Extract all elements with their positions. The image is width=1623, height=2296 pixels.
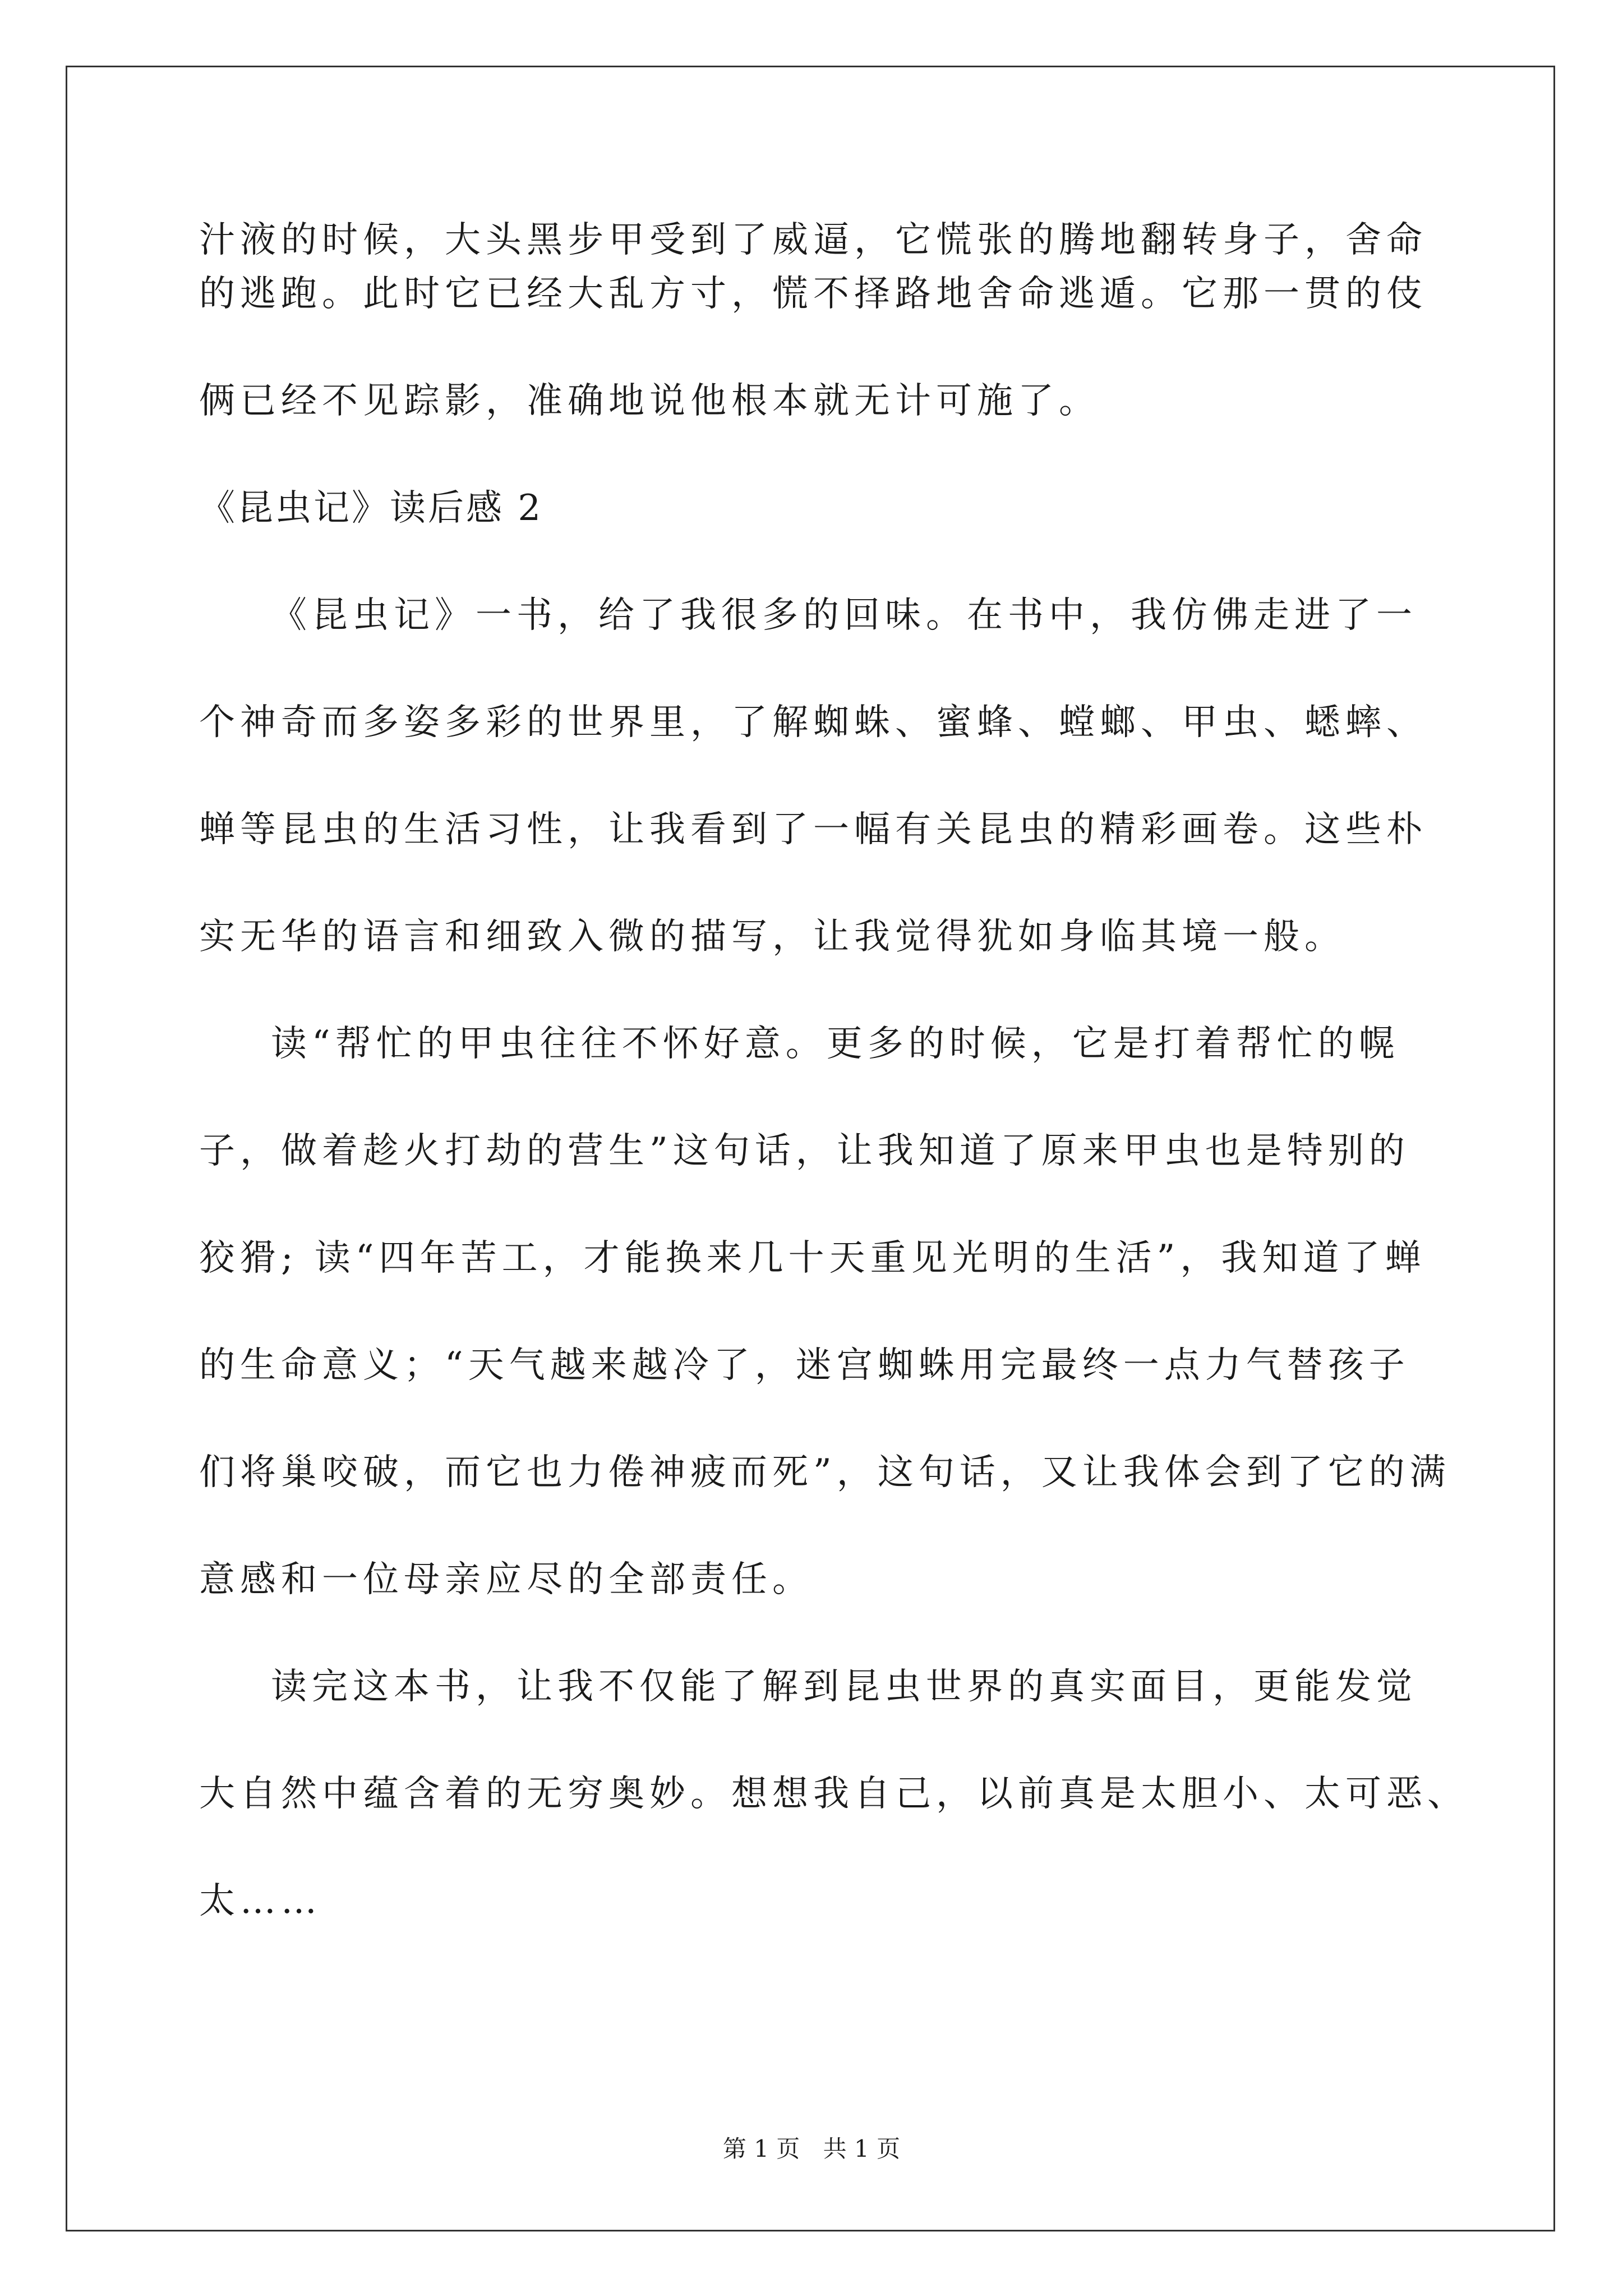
text-line: 子，做着趁火打劫的营生”这句话，让我知道了原来甲虫也是特别的 [199,1130,1410,1172]
text-line: 汁液的时候，大头黑步甲受到了威逼，它慌张的腾地翻转身子，舍命 [199,219,1427,261]
text-line: 个神奇而多姿多彩的世界里，了解蜘蛛、蜜蜂、螳螂、甲虫、蟋蟀、 [199,702,1427,743]
section-title: 《昆虫记》读后感 2 [199,487,543,529]
page-footer [0,2133,1623,2165]
text-line: 实无华的语言和细致入微的描写，让我觉得犹如身临其境一般。 [199,916,1345,958]
text-line: 读完这本书，让我不仅能了解到昆虫世界的真实面目，更能发觉 [271,1666,1417,1708]
text-line: 俩已经不见踪影，准确地说他根本就无计可施了。 [199,380,1100,422]
text-line: 意感和一位母亲应尽的全部责任。 [199,1559,813,1600]
text-line: 狡猾; 读“四年苦工，才能换来几十天重见光明的生活”，我知道了蝉 [199,1237,1426,1279]
text-line: 太…… [199,1880,322,1922]
page-total: 共 1 页 [823,2135,901,2162]
text-line: 的逃跑。此时它已经大乱方寸，慌不择路地舍命逃遁。它那一贯的伎 [199,273,1427,315]
text-line: 读“帮忙的甲虫往往不怀好意。更多的时候，它是打着帮忙的幌 [271,1023,1400,1065]
text-line: 《昆虫记》一书，给了我很多的回味。在书中，我仿佛走进了一 [271,595,1417,636]
text-line: 大自然中蕴含着的无穷奥妙。想想我自己，以前真是太胆小、太可恶、 [199,1773,1468,1815]
text-line: 的生命意义；“天气越来越冷了，迷宫蜘蛛用完最终一点力气替孩子 [199,1345,1410,1386]
text-line: 们将巢咬破，而它也力倦神疲而死”，这句话，又让我体会到了它的满 [199,1452,1451,1493]
text-line: 蝉等昆虫的生活习性，让我看到了一幅有关昆虫的精彩画卷。这些朴 [199,809,1427,850]
document-body [199,213,1468,1928]
page-number: 第 1 页 [722,2135,800,2162]
